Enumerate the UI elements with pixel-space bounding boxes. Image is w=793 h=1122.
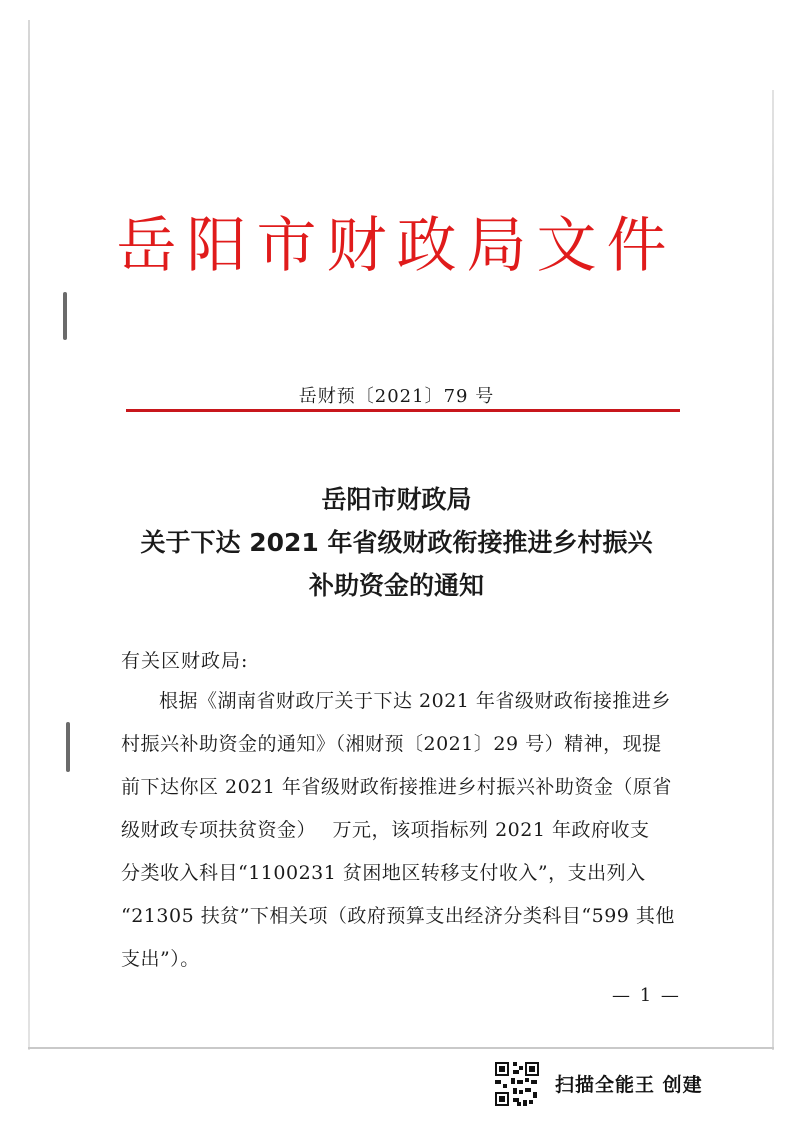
- document-title: [0, 478, 793, 607]
- body-line: 前下达你区 2021 年省级财政衔接推进乡村振兴补助资金（原省: [121, 776, 672, 798]
- body-line: 分类收入科目“1100231 贫困地区转移支付收入”，支出列入: [121, 862, 646, 884]
- binder-mark: [63, 292, 67, 340]
- body-line: “21305 扶贫”下相关项（政府预算支出经济分类科目“599 其他: [121, 905, 675, 927]
- title-line: 岳阳市财政局: [321, 485, 472, 514]
- body-paragraph: [121, 680, 685, 981]
- body-line: 支出”）。: [121, 948, 200, 970]
- title-line: 关于下达 2021 年省级财政衔接推进乡村振兴: [140, 528, 653, 557]
- qr-code-icon: [493, 1060, 541, 1108]
- body-line: 级财政专项扶贫资金） 万元，该项指标列 2021 年政府收支: [121, 819, 650, 841]
- title-line: 补助资金的通知: [308, 571, 484, 600]
- red-divider-rule: [126, 409, 680, 412]
- page-number: — 1 —: [612, 985, 681, 1006]
- scanner-watermark-label: 扫描全能王 创建: [555, 1074, 703, 1096]
- body-line: 村振兴补助资金的通知》（湘财预〔2021〕29 号）精神，现提: [121, 733, 662, 755]
- document-number: 岳财预〔2021〕79 号: [298, 386, 495, 407]
- binder-mark: [66, 722, 70, 772]
- body-line: 根据《湖南省财政厅关于下达 2021 年省级财政衔接推进乡: [159, 690, 671, 712]
- document-masthead: 岳阳市财政局文件: [116, 211, 677, 281]
- addressee: 有关区财政局:: [121, 650, 249, 672]
- scan-edge-bottom: [28, 1047, 774, 1049]
